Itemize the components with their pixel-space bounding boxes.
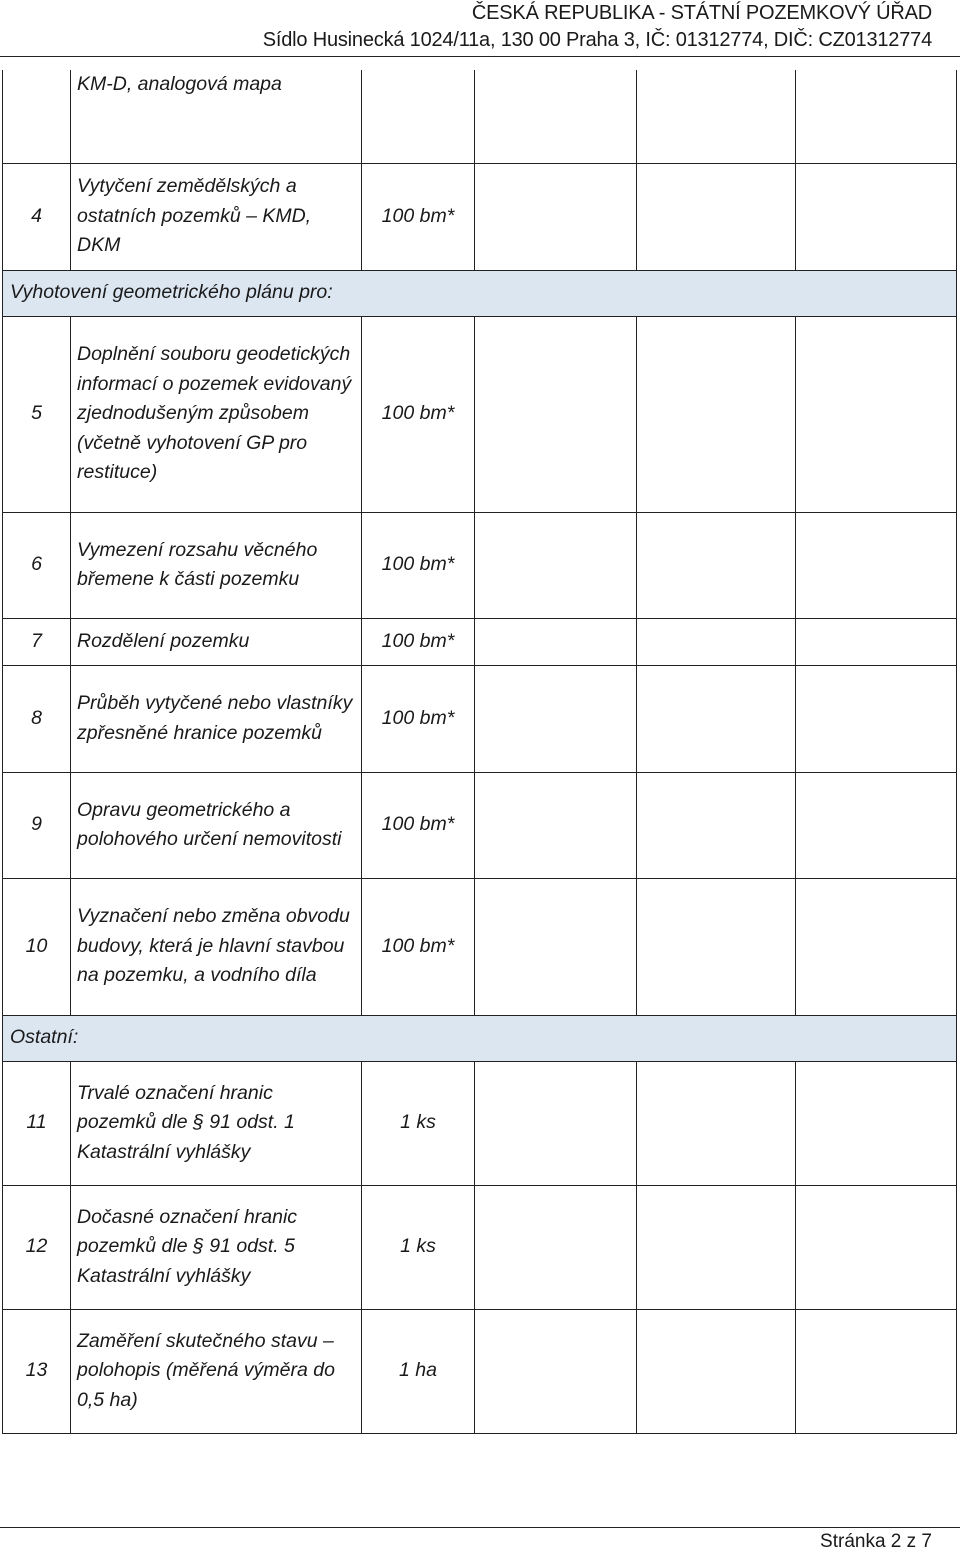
empty-cell [637, 1061, 796, 1185]
page-number: Stránka 2 z 7 [820, 1531, 932, 1552]
row-number: 13 [3, 1309, 71, 1433]
empty-cell [475, 512, 637, 618]
row-quantity: 100 bm* [362, 316, 475, 512]
empty-cell [637, 618, 796, 665]
empty-cell [796, 878, 957, 1015]
table-row [3, 316, 957, 512]
empty-cell [796, 512, 957, 618]
empty-cell [796, 1061, 957, 1185]
row-number: 11 [3, 1061, 71, 1185]
row-description: Zaměření skutečného stavu – polohopis (měřená výměra do 0,5 ha) [71, 1309, 362, 1433]
row-quantity [362, 70, 475, 163]
row-description: Vyznačení nebo změna obvodu budovy, která je hlavní stavbou na pozemku, a vodního díla [71, 878, 362, 1015]
row-description: Opravu geometrického a polohového určení nemovitosti [71, 772, 362, 878]
row-quantity: 1 ks [362, 1061, 475, 1185]
empty-cell [637, 665, 796, 772]
row-quantity: 100 bm* [362, 512, 475, 618]
row-quantity: 100 bm* [362, 163, 475, 270]
row-number: 6 [3, 512, 71, 618]
row-number: 7 [3, 618, 71, 665]
header-line-authority: ČESKÁ REPUBLIKA - STÁTNÍ POZEMKOVÝ ÚŘAD [471, 2, 932, 24]
empty-cell [475, 316, 637, 512]
empty-cell [637, 1309, 796, 1433]
row-description: KM-D, analogová mapa [71, 70, 362, 163]
row-number [3, 70, 71, 163]
table-row [3, 618, 957, 665]
empty-cell [796, 1309, 957, 1433]
footer-rule [0, 1527, 960, 1528]
empty-cell [475, 878, 637, 1015]
empty-cell [796, 163, 957, 270]
table-row [3, 512, 957, 618]
empty-cell [637, 512, 796, 618]
section-row [3, 270, 957, 316]
empty-cell [796, 772, 957, 878]
header-line-address: Sídlo Husinecká 1024/11a, 130 00 Praha 3, IČ: 01312774, DIČ: CZ01312774 [262, 29, 932, 51]
table-row [3, 1309, 957, 1433]
table-row [3, 878, 957, 1015]
row-description: Vymezení rozsahu věcného břemene k části pozemku [71, 512, 362, 618]
row-description: Trvalé označení hranic pozemků dle § 91 odst. 1 Katastrální vyhlášky [71, 1061, 362, 1185]
row-number: 12 [3, 1185, 71, 1309]
row-number: 4 [3, 163, 71, 270]
row-number: 8 [3, 665, 71, 772]
empty-cell [637, 70, 796, 163]
empty-cell [475, 1309, 637, 1433]
row-description: Rozdělení pozemku [71, 618, 362, 665]
empty-cell [475, 1185, 637, 1309]
row-quantity: 1 ks [362, 1185, 475, 1309]
empty-cell [475, 618, 637, 665]
row-quantity: 100 bm* [362, 665, 475, 772]
row-quantity: 1 ha [362, 1309, 475, 1433]
header-rule [0, 56, 960, 57]
empty-cell [637, 316, 796, 512]
empty-cell [637, 1185, 796, 1309]
empty-cell [475, 163, 637, 270]
section-row [3, 1015, 957, 1061]
row-description: Vytyčení zemědělských a ostatních pozemků – KMD, DKM [71, 163, 362, 270]
section-heading: Vyhotovení geometrického plánu pro: [3, 270, 957, 316]
row-description: Průběh vytyčené nebo vlastníky zpřesněné hranice pozemků [71, 665, 362, 772]
empty-cell [475, 772, 637, 878]
row-number: 10 [3, 878, 71, 1015]
table-row [3, 1061, 957, 1185]
row-description: Dočasné označení hranic pozemků dle § 91 odst. 5 Katastrální vyhlášky [71, 1185, 362, 1309]
section-heading: Ostatní: [3, 1015, 957, 1061]
empty-cell [475, 1061, 637, 1185]
table-row [3, 1185, 957, 1309]
row-quantity: 100 bm* [362, 878, 475, 1015]
empty-cell [796, 70, 957, 163]
empty-cell [637, 772, 796, 878]
table-row [3, 665, 957, 772]
document-header [263, 0, 932, 54]
table-row [3, 772, 957, 878]
row-quantity: 100 bm* [362, 772, 475, 878]
empty-cell [475, 70, 637, 163]
empty-cell [637, 163, 796, 270]
empty-cell [796, 1185, 957, 1309]
row-number: 9 [3, 772, 71, 878]
empty-cell [796, 618, 957, 665]
empty-cell [796, 316, 957, 512]
row-quantity: 100 bm* [362, 618, 475, 665]
empty-cell [475, 665, 637, 772]
empty-cell [796, 665, 957, 772]
price-table [2, 70, 957, 1434]
empty-cell [637, 878, 796, 1015]
row-number: 5 [3, 316, 71, 512]
table-row [3, 163, 957, 270]
row-description: Doplnění souboru geodetických informací o pozemek evidovaný zjednodušeným způsobem (včetně vyhotovení GP pro restituce) [71, 316, 362, 512]
table-row [3, 70, 957, 163]
